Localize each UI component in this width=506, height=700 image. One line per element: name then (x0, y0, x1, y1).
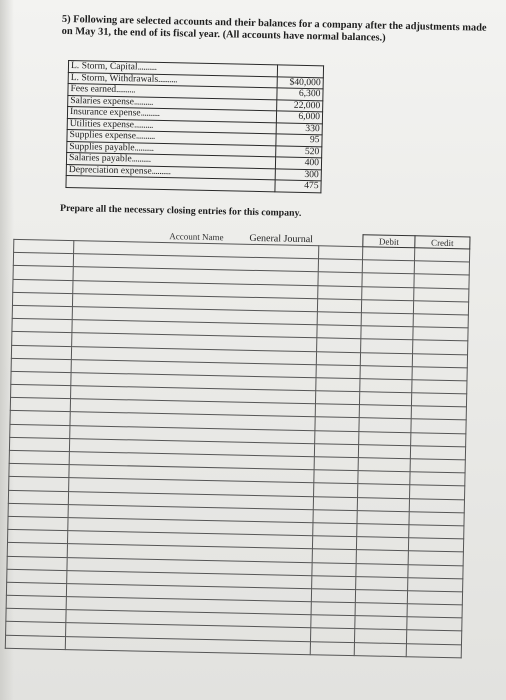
journal-debit-cell (359, 405, 411, 419)
journal-header-debit: Debit (363, 235, 415, 248)
journal-debit-cell (362, 247, 414, 261)
journal-debit-cell (361, 339, 413, 353)
dot-leader: .......... (134, 141, 154, 154)
dot-leader: .......... (140, 107, 160, 119)
journal-credit-cell (412, 380, 467, 394)
journal-date-cell (11, 345, 71, 359)
journal-date-cell (6, 622, 66, 636)
journal-ref-cell (314, 457, 358, 471)
problem-statement: 5) Following are selected accounts and their balances for a company after the adjustments made on May 31, the end of its fiscal year. (All accounts have normal balances.) (61, 13, 487, 44)
journal-credit-cell (407, 604, 462, 618)
journal-ref-cell (312, 549, 356, 563)
journal-ref-cell (310, 628, 354, 642)
journal-debit-cell (358, 471, 410, 485)
journal-debit-cell (355, 603, 407, 617)
journal-debit-cell (357, 497, 409, 511)
journal-date-cell (8, 503, 68, 517)
journal-ref-cell (316, 364, 360, 378)
journal-ref-cell (317, 312, 361, 326)
journal-credit-cell (412, 353, 467, 367)
journal-debit-cell (356, 576, 408, 590)
account-balance: 6,000 (276, 111, 322, 123)
journal-date-cell (8, 490, 68, 504)
journal-credit-cell (411, 393, 466, 407)
account-name: Insurance expense.......... (67, 106, 276, 122)
account-balance: 300 (275, 168, 321, 180)
journal-debit-cell (362, 260, 414, 274)
journal-credit-cell (409, 511, 464, 525)
journal-date-cell (9, 450, 69, 464)
account-name: Supplies payable.......... (67, 141, 276, 157)
journal-ref-cell (311, 602, 355, 616)
journal-ref-cell (318, 285, 362, 299)
dot-leader: .......... (158, 73, 178, 85)
journal-debit-cell (361, 313, 413, 327)
journal-credit-cell (414, 274, 469, 288)
journal-date-cell (12, 305, 72, 319)
accounts-table (65, 60, 324, 193)
journal-ref-cell (315, 404, 359, 418)
account-name: Fees earned.......... (68, 83, 277, 99)
journal-credit-cell (411, 406, 466, 420)
journal-debit-cell (354, 629, 406, 643)
journal-date-cell (13, 266, 73, 280)
journal-debit-cell (360, 365, 412, 379)
journal-credit-cell (409, 498, 464, 512)
account-name: Supplies expense.......... (67, 129, 276, 145)
journal-credit-cell (407, 591, 462, 605)
journal-date-cell (6, 595, 66, 609)
journal-debit-cell (361, 326, 413, 340)
account-balance: 475 (275, 180, 321, 192)
journal-debit-cell (358, 458, 410, 472)
journal-ref-cell (312, 536, 356, 550)
journal-credit-cell (410, 459, 465, 473)
journal-date-cell (11, 358, 71, 372)
journal-debit-cell (355, 616, 407, 630)
journal-date-cell (7, 556, 67, 570)
journal-header-account: Account Name (169, 231, 224, 243)
journal-ref-cell (313, 509, 357, 523)
account-balance: $40,000 (277, 76, 323, 88)
journal-ref-cell (316, 378, 360, 392)
journal-date-cell (10, 398, 70, 412)
journal-title: General Journal (249, 232, 314, 246)
journal-ref-cell (316, 351, 360, 365)
journal-ref-cell (315, 430, 359, 444)
journal-credit-cell (406, 630, 461, 644)
account-name: Salaries expense.......... (68, 95, 277, 111)
journal-credit-cell (414, 287, 469, 301)
account-balance (277, 65, 323, 77)
journal-debit-cell (360, 352, 412, 366)
journal-credit-cell (414, 261, 469, 275)
journal-credit-cell (408, 538, 463, 552)
journal-ref-cell (312, 575, 356, 589)
journal-date-cell (10, 411, 70, 425)
account-balance: 95 (276, 134, 322, 146)
journal-credit-cell (414, 248, 469, 262)
journal-header-credit: Credit (415, 236, 470, 249)
journal-credit-cell (410, 485, 465, 499)
dot-leader: .......... (115, 84, 136, 96)
journal-date-cell (9, 464, 69, 478)
journal-debit-cell (355, 590, 407, 604)
journal-credit-cell (408, 577, 463, 591)
dot-leader: .......... (133, 95, 154, 108)
journal-ref-cell (317, 299, 361, 313)
journal-date-cell (13, 279, 73, 293)
journal-date-cell (14, 239, 74, 253)
account-balance: 6,300 (277, 88, 323, 100)
journal-ref-cell (318, 272, 362, 286)
journal-date-cell (7, 569, 67, 583)
journal-date-cell (11, 384, 71, 398)
journal-date-cell (7, 529, 67, 543)
journal-credit-cell (411, 419, 466, 433)
journal-ref-cell (311, 615, 355, 629)
journal-debit-cell (356, 563, 408, 577)
journal-date-cell (12, 292, 72, 306)
journal-credit-cell (413, 301, 468, 315)
journal-date-cell (6, 582, 66, 596)
instruction-text: Prepare all the necessary closing entries for this company. (59, 202, 302, 219)
journal-date-cell (8, 516, 68, 530)
journal-date-cell (6, 609, 66, 623)
general-journal (5, 227, 469, 636)
journal-debit-cell (354, 642, 406, 656)
journal-ref-cell (315, 417, 359, 431)
journal-ref-cell (314, 483, 358, 497)
journal-ref-cell (314, 444, 358, 458)
dot-leader: .......... (135, 130, 155, 142)
journal-debit-cell (362, 286, 414, 300)
journal-ref-cell (318, 259, 362, 273)
account-balance: 520 (276, 145, 322, 157)
journal-credit-cell (413, 314, 468, 328)
account-name: Depreciation expense.......... (66, 164, 275, 180)
journal-credit-cell (410, 472, 465, 486)
journal-credit-cell (411, 432, 466, 446)
journal-debit-cell (356, 550, 408, 564)
journal-ref-cell (311, 589, 355, 603)
journal-debit-cell (359, 431, 411, 445)
journal-debit-cell (362, 273, 414, 287)
journal-ref-cell (313, 523, 357, 537)
journal-debit-cell (360, 379, 412, 393)
account-name: Salaries payable.......... (66, 152, 275, 168)
journal-debit-cell (359, 418, 411, 432)
journal-date-cell (9, 437, 69, 451)
journal-ref-cell (317, 325, 361, 339)
journal-credit-cell (410, 446, 465, 460)
journal-credit-cell (407, 617, 462, 631)
account-balance: 330 (276, 122, 322, 134)
journal-date-cell (10, 424, 70, 438)
journal-credit-cell (406, 643, 461, 657)
journal-ref-cell (312, 562, 356, 576)
journal-credit-cell (408, 564, 463, 578)
journal-credit-cell (413, 327, 468, 341)
journal-date-cell (9, 477, 69, 491)
journal-debit-cell (357, 510, 409, 524)
journal-header-ref (319, 234, 363, 247)
journal-debit-cell (358, 484, 410, 498)
journal-credit-cell (409, 525, 464, 539)
journal-debit-cell (356, 537, 408, 551)
journal-ref-cell (319, 246, 363, 260)
journal-date-cell (11, 371, 71, 385)
journal-ref-cell (314, 470, 358, 484)
journal-debit-cell (358, 444, 410, 458)
dot-leader: .......... (151, 165, 171, 177)
account-balance: 22,000 (277, 99, 323, 111)
account-name: L. Storm, Withdrawals.......... (68, 72, 277, 88)
journal-ref-cell (315, 391, 359, 405)
journal-credit-cell (413, 340, 468, 354)
journal-credit-cell (412, 366, 467, 380)
journal-date-cell (13, 253, 73, 267)
journal-date-cell (7, 543, 67, 557)
journal-debit-cell (361, 299, 413, 313)
account-name: L. Storm, Capital.......... (68, 61, 277, 77)
account-name: Utilities expense.......... (67, 118, 276, 134)
journal-date-cell (5, 635, 65, 649)
journal-date-cell (12, 332, 72, 346)
journal-ref-cell (313, 496, 357, 510)
journal-credit-cell (408, 551, 463, 565)
journal-ref-cell (310, 641, 354, 655)
journal-date-cell (12, 319, 72, 333)
account-balance: 400 (275, 157, 321, 169)
dot-leader: .......... (133, 118, 154, 131)
journal-debit-cell (359, 392, 411, 406)
dot-leader: .......... (137, 61, 157, 73)
journal-ref-cell (317, 338, 361, 352)
journal-debit-cell (357, 524, 409, 538)
dot-leader: .......... (131, 153, 151, 165)
